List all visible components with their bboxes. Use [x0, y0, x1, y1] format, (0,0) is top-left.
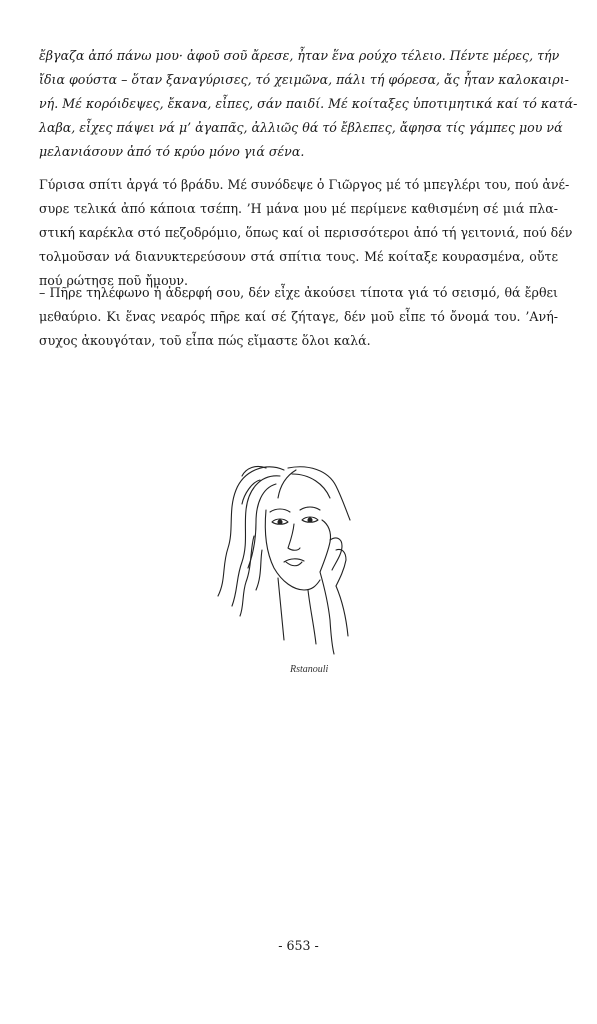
hair-stroke: [248, 484, 276, 568]
hand-stroke: [330, 538, 342, 570]
face-stroke: [300, 507, 320, 510]
text-line: μελανιάσουν ἀπό τό κρύο μόνο γιά σένα.: [39, 144, 305, 159]
text-line: νή. Μέ κορόιδεψες, ἔκανα, εἶπες, σάν παιδί. Μέ κοίταξες ὑποτιμητικά καί τό κατά-: [39, 96, 578, 111]
body-paragraph: [39, 173, 573, 293]
text-line: ἔβγαζα ἀπό πάνω μου· ἀφοῦ σοῦ ἄρεσε, ἦταν ἕνα ρούχο τέλειο. Πέντε μέρες, τήν: [39, 48, 560, 63]
text-line: συρε τελικά ἀπό κάποια τσέπη. ’Η μάνα μου μέ περίμενε καθισμένη σέ μιά πλα-: [39, 201, 558, 216]
face-stroke: [286, 562, 302, 566]
dialogue-paragraph: [39, 281, 558, 353]
hair-stroke: [292, 474, 330, 498]
hair-stroke: [256, 550, 262, 590]
text-line: τολμοῦσαν νά διανυκτερεύσουν στά σπίτια τους. Μέ κοίταξε κουρασμένα, οὔτε: [39, 249, 558, 264]
neck-stroke: [278, 578, 284, 640]
text-line: – Πῆρε τηλέφωνο ἡ ἀδερφή σου, δέν εἶχε ἀκούσει τίποτα γιά τό σεισμό, θά ἔρθει: [39, 285, 558, 300]
face-stroke: [288, 524, 300, 550]
face-stroke: [270, 509, 290, 512]
face-stroke: [278, 520, 282, 524]
text-line: ἴδια φούστα – ὅταν ξαναγύρισες, τό χειμῶνα, πάλι τή φόρεσα, ἄς ἦταν καλοκαιρι-: [39, 72, 569, 87]
text-line: συχος ἀκουγόταν, τοῦ εἶπα πώς εἴμαστε ὅλοι καλά.: [39, 333, 371, 348]
neck-stroke: [308, 590, 316, 644]
italic-paragraph: [39, 44, 578, 164]
text-line: στική καρέκλα στό πεζοδρόμιο, ὅπως καί οἱ περισσότεροι ἀπό τή γειτονιά, πού δέν: [39, 225, 573, 240]
text-line: μεθαύριο. Κι ἕνας νεαρός πῆρε καί σέ ζήταγε, δέν μοῦ εἶπε τό ὄνομά του. ’Ανή-: [39, 309, 558, 324]
text-line: πού ρώτησε ποῦ ἤμουν.: [39, 273, 188, 288]
face-stroke: [284, 559, 304, 562]
hand-stroke: [336, 586, 348, 636]
page-number: - 653 -: [278, 938, 319, 953]
face-stroke: [308, 518, 312, 522]
woman-portrait-sketch: [196, 440, 396, 680]
hair-stroke: [240, 536, 254, 616]
hand-stroke: [320, 520, 331, 572]
text-line: λαβα, εἶχες πάψει νά μ’ ἀγαπᾶς, ἀλλιῶς θά τό ἔβλεπες, ἄφησα τίς γάμπες μου νά: [39, 120, 563, 135]
hand-stroke: [320, 572, 334, 654]
hair-stroke: [232, 476, 280, 606]
signature-text: Rstanouli: [290, 664, 329, 675]
text-line: Γύρισα σπίτι ἀργά τό βράδυ. Μέ συνόδεψε ὁ Γιῶργος μέ τό μπεγλέρι του, πού ἀνέ-: [39, 177, 570, 192]
hand-stroke: [336, 549, 346, 586]
